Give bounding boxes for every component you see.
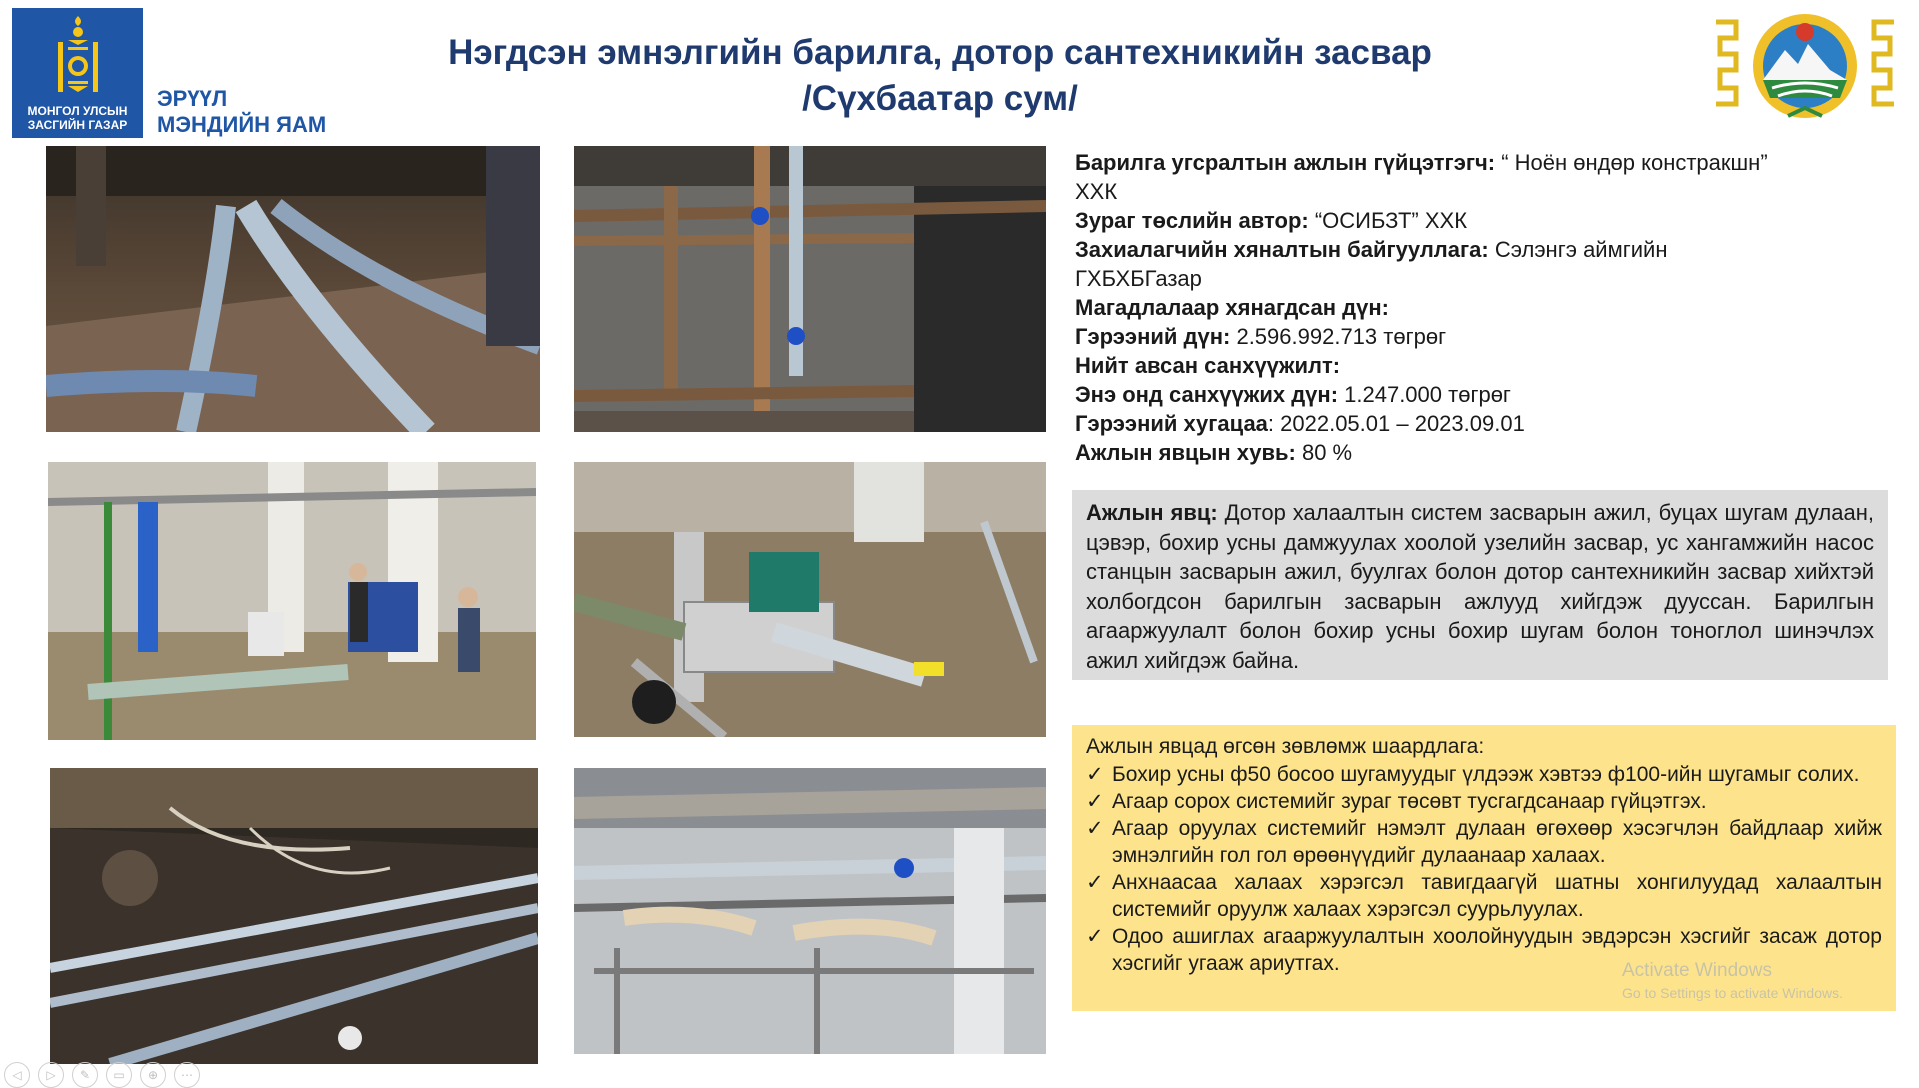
recommendations-list [1086,761,1882,977]
slideshow-nav [4,1062,200,1088]
contractor-value-1: “ Ноён өндөр констракшн” [1495,150,1768,175]
crawlspace-pipes-photo-icon [50,768,538,1064]
recommendation-text: Агаар оруулах системийг нэмэлт дулаан өгөхөөр хэсэгчлэн байдлаар хийж эмнэлгийн гол гол өрөөнүүдийг дулаанаар халаах. [1112,817,1882,867]
basement-pipes-photo-icon [46,146,540,432]
basement-pipes-photo [46,146,540,432]
project-info [1075,148,1875,467]
this-year-funding-label: Энэ онд санхүүжих дүн: [1075,382,1339,407]
title-line-1: Нэгдсэн эмнэлгийн барилга, дотор сантехникийн засвар [448,33,1432,72]
contractor-value-2: ХХК [1075,179,1118,204]
work-progress-box [1072,490,1888,680]
activate-windows-subtitle: Go to Settings to activate Windows. [1622,985,1843,1001]
valves-photo-icon [574,146,1046,432]
crawlspace-pipes-photo [50,768,538,1064]
check-icon: ✓ [1086,763,1104,786]
ministry-name: ЭРҮҮЛ МЭНДИЙН ЯАМ [157,86,327,137]
contract-term-label: Гэрээний хугацаа [1075,411,1268,436]
activate-windows-watermark [1622,960,1843,1004]
heat-exchanger-photo-icon [48,462,536,740]
selenge-aimag-logo [1710,8,1900,122]
pen-tool-button[interactable]: ✎ [72,1062,98,1088]
title-line-2: /Сүхбаатар сум/ [802,79,1078,118]
next-slide-button[interactable]: ▷ [38,1062,64,1088]
recommendation-item [1086,761,1882,788]
check-icon: ✓ [1086,871,1104,894]
contract-amount-label: Гэрээний дүн: [1075,324,1231,349]
recommendation-text: Анхнаасаа халаах хэрэгсэл тавигдаагүй шатны хонгилуудад халаалтын системийг оруулж халаах хэрэгсэл суурьлуулах. [1112,871,1882,921]
estimate-label: Магадлалаар хянагдсан дүн: [1075,295,1389,320]
check-icon: ✓ [1086,790,1104,813]
contractor-label: Барилга угсралтын ажлын гүйцэтгэгч: [1075,150,1496,175]
activate-windows-title: Activate Windows [1622,960,1772,981]
this-year-funding-value: 1.247.000 төгрөг [1338,382,1511,407]
recommendation-item [1086,869,1882,923]
contract-term-value: : 2022.05.01 – 2023.09.01 [1267,411,1525,436]
recommendation-text: Одоо ашиглах агааржуулалтын хоолойнуудын эвдэрсэн хэсгийг засаж дотор хэсгийг угааж ариутгах. [1112,925,1882,975]
recommendations-heading: Ажлын явцад өгсөн зөвлөмж шаардлага: [1086,735,1485,758]
contract-amount-value: 2.596.992.713 төгрөг [1230,324,1447,349]
pump-station-photo-icon [574,462,1046,737]
more-options-button[interactable]: ⋯ [174,1062,200,1088]
previous-slide-button[interactable]: ◁ [4,1062,30,1088]
work-progress-value: 80 % [1295,440,1353,465]
valves-photo [574,146,1046,432]
soyombo-emblem-icon [56,14,100,98]
aimag-seal-icon [1710,8,1900,122]
work-progress-label: Ажлын явцын хувь: [1075,440,1296,465]
slide-title [330,30,1550,122]
recommendation-item [1086,788,1882,815]
design-label: Зураг төслийн автор: [1075,208,1309,233]
check-icon: ✓ [1086,817,1104,840]
recommendation-item [1086,815,1882,869]
work-progress-description: Дотор халаалтын систем засварын ажил, буцах шугам дулаан, цэвэр, бохир усны дамжуулах хоолой узелийн засвар, ус хангамжийн насос станцын засварын ажил, буулгах болон дотор сантехникийн засвар хийхтэй холбогдсон барилгын засварын ажлууд хийгдэж дууссан. Барилгын агааржуулалт болон бохир усны бохир шугам болон тоноглол шинэчлэх ажил хийгдэж байна. [1086,500,1874,673]
heat-exchanger-photo [48,462,536,740]
supervisor-label: Захиалагчийн хяналтын байгууллага: [1075,237,1489,262]
supervisor-value-2: ГХБХБГазар [1075,266,1202,291]
slide-sorter-button[interactable]: ▭ [106,1062,132,1088]
design-value: “ОСИБЗТ” ХХК [1308,208,1468,233]
check-icon: ✓ [1086,925,1104,948]
pump-station-photo [574,462,1046,737]
government-name: МОНГОЛ УЛСЫН ЗАСГИЙН ГАЗАР [27,104,128,132]
supervisor-value-1: Сэлэнгэ аймгийн [1488,237,1668,262]
ceiling-pipes-photo-icon [574,768,1046,1054]
recommendation-text: Бохир усны ф50 босоо шугамуудыг үлдээж хэвтээ ф100-ийн шугамыг солих. [1112,763,1860,786]
work-progress-box-label: Ажлын явц: [1086,500,1218,525]
zoom-button[interactable]: ⊕ [140,1062,166,1088]
total-funding-label: Нийт авсан санхүүжилт: [1075,353,1341,378]
government-logo [12,8,143,138]
ceiling-pipes-photo [574,768,1046,1054]
recommendation-text: Агаар сорох системийг зураг төсөвт тусгагдсанаар гүйцэтгэх. [1112,790,1707,813]
